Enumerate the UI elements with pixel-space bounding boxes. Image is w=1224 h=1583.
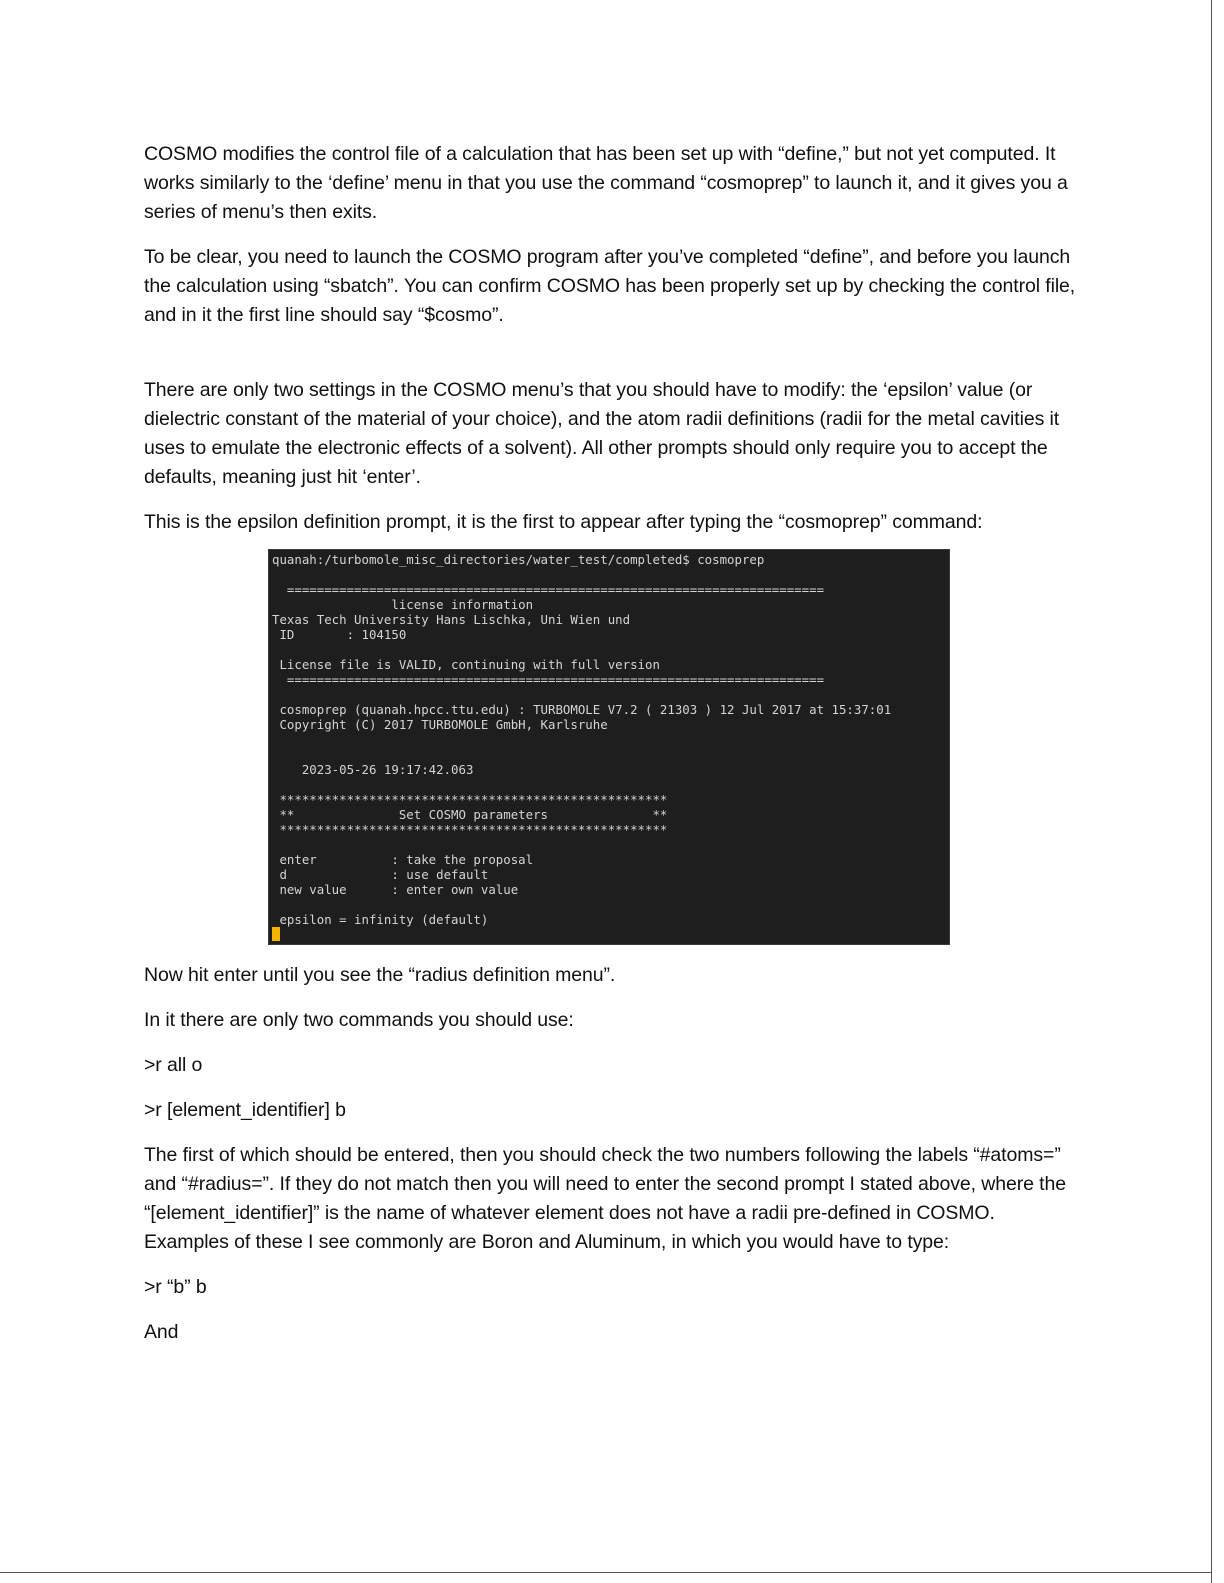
terminal-line [272,747,949,762]
terminal-line: **************************************************** [272,792,668,807]
terminal-cursor-line [272,927,949,942]
command-r-b-b: >r “b” b [144,1276,207,1298]
paragraph-and: And [144,1321,179,1343]
terminal-line: license information [272,597,534,612]
terminal-line: quanah:/turbomole_misc_directories/water_test/completed$ cosmoprep [272,552,765,567]
terminal-line [272,567,949,582]
terminal-line: d : use default [272,867,489,882]
page-edge [1211,0,1212,1583]
terminal-line: new value : enter own value [272,882,519,897]
terminal-line: Copyright (C) 2017 TURBOMOLE GmbH, Karlsruhe [272,717,608,732]
document-body [144,140,1084,1363]
page-edge-bottom [0,1572,1212,1573]
paragraph-settings: There are only two settings in the COSMO menu’s that you should have to modify: the ‘epsilon’ value (or dielectric constant of the material of your choice), and the atom radii definitions (radii for the metal cavities it uses to emulate the electronic effects of a solvent). All other prompts should only require you to accept the defaults, meaning just hit ‘enter’. [144,379,1060,488]
terminal-line [272,642,949,657]
terminal-line: ======================================================================== [272,672,825,687]
paragraph-epsilon-prompt: This is the epsilon definition prompt, it is the first to appear after typing the “cosmoprep” command: [144,511,983,533]
terminal-line [272,732,949,747]
paragraph-instructions: The first of which should be entered, then you should check the two numbers following the labels “#atoms=” and “#radius=”. If they do not match then you will need to enter the second prompt I stated above, where the “[element_identifier]” is the name of whatever element does not have a radii pre-defined in COSMO. Examples of these I see commonly are Boron and Aluminum, in which you would have to type: [144,1144,1066,1253]
command-r-all-o: >r all o [144,1054,203,1076]
terminal-line: cosmoprep (quanah.hpcc.ttu.edu) : TURBOMOLE V7.2 ( 21303 ) 12 Jul 2017 at 15:37:01 [272,702,892,717]
terminal-line: 2023-05-26 19:17:42.063 [272,762,474,777]
terminal-line [272,837,949,852]
terminal-line [272,777,949,792]
terminal-line: License file is VALID, continuing with full version [272,657,660,672]
spacer [144,346,1084,376]
terminal-line [272,897,949,912]
terminal-line: Texas Tech University Hans Lischka, Uni Wien und [272,612,631,627]
paragraph-intro: COSMO modifies the control file of a calculation that has been set up with “define,” but not yet computed. It works similarly to the ‘define’ menu in that you use the command “cosmoprep” to launch it, and it gives you a series of menu’s then exits. [144,143,1068,223]
terminal-line: ID : 104150 [272,627,407,642]
terminal-line [272,687,949,702]
terminal-line: **************************************************** [272,822,668,837]
terminal-line: ======================================================================== [272,582,825,597]
terminal-cursor [272,927,280,941]
terminal-line: ** Set COSMO parameters ** [272,807,668,822]
paragraph-launch-order: To be clear, you need to launch the COSMO program after you’ve completed “define”, and before you launch the calculation using “sbatch”. You can confirm COSMO has been properly set up by checking the control file, and in it the first line should say “$cosmo”. [144,246,1076,326]
paragraph-two-commands: In it there are only two commands you should use: [144,1009,574,1031]
terminal-line: enter : take the proposal [272,852,534,867]
paragraph-hit-enter: Now hit enter until you see the “radius definition menu”. [144,964,616,986]
terminal-line: epsilon = infinity (default) [272,912,489,927]
command-r-element-b: >r [element_identifier] b [144,1099,346,1121]
terminal-screenshot [268,549,950,945]
